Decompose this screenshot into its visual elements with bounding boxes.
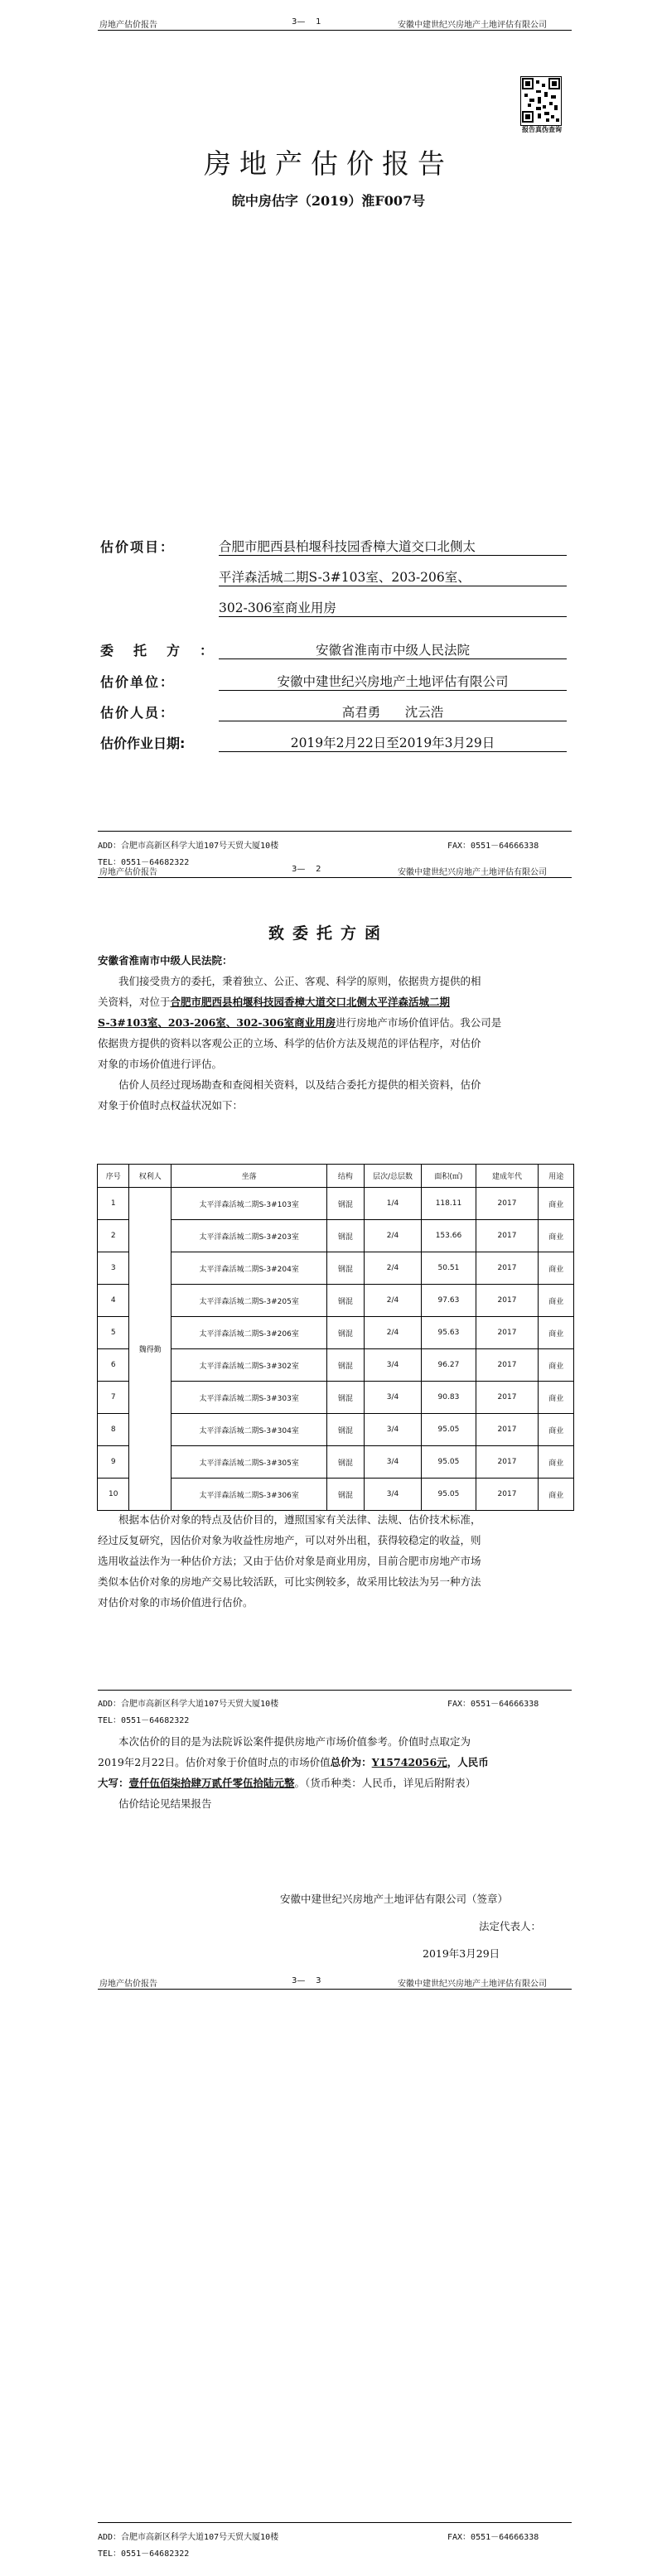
- cell-use: 商业: [539, 1446, 574, 1479]
- cell-no: 6: [98, 1349, 129, 1382]
- cell-location: 太平洋森活城二期S-3#304室: [171, 1414, 327, 1446]
- client-value: 安徽省淮南市中级人民法院: [219, 640, 567, 659]
- footer-rule: [98, 2522, 572, 2523]
- cell-location: 太平洋森活城二期S-3#306室: [171, 1479, 327, 1511]
- cell-floor: 3/4: [364, 1382, 422, 1414]
- cell-structure: 钢混: [327, 1188, 365, 1220]
- page-header-left: 房地产估价报告: [99, 1980, 157, 1989]
- page-number: 3— 1: [292, 17, 321, 27]
- verify-note: 报告真伪查询: [522, 126, 562, 133]
- property-table: [97, 1164, 574, 1511]
- cell-location: 太平洋森活城二期S-3#103室: [171, 1188, 327, 1220]
- cell-area: 95.05: [422, 1479, 476, 1511]
- cell-year: 2017: [476, 1446, 539, 1479]
- footer-rule: [98, 1690, 572, 1691]
- letter-paragraph-3: 根据本估价对象的特点及估价目的，遵照国家有关法律、法规、估价技术标准， 经过反复研究，因估价对象为收益性房地产，可以对外出租，获得较稳定的收益，则 选用收益法作为一种估价方法；又由于估价对象是商业用房，目前合肥市房地产市场 类似本估价对象的房地产交易比较活跃，可比实例较多，故采用比较法为另一种方法 对估价对象的市场价值进行估价。: [98, 1513, 481, 1609]
- cell-no: 8: [98, 1414, 129, 1446]
- cell-location: 太平洋森活城二期S-3#303室: [171, 1382, 327, 1414]
- table-row: [98, 1188, 574, 1220]
- cell-no: 4: [98, 1285, 129, 1317]
- footer-address: ADD：合肥市高新区科学大道107号天贸大厦10楼: [98, 2533, 279, 2542]
- table-header-row: [98, 1165, 574, 1188]
- cell-no: 2: [98, 1220, 129, 1252]
- sign-representative: 法定代表人：: [479, 1920, 542, 1932]
- project-line-2: 平洋森活城二期S-3#103室、203-206室、: [219, 567, 567, 586]
- cell-no: 3: [98, 1252, 129, 1285]
- cell-area: 90.83: [422, 1382, 476, 1414]
- cell-area: 50.51: [422, 1252, 476, 1285]
- work-date-value: 2019年2月22日至2019年3月29日: [219, 733, 567, 752]
- cell-use: 商业: [539, 1382, 574, 1414]
- cell-use: 商业: [539, 1285, 574, 1317]
- cell-no: 1: [98, 1188, 129, 1220]
- cell-location: 太平洋森活城二期S-3#203室: [171, 1220, 327, 1252]
- cell-year: 2017: [476, 1220, 539, 1252]
- cell-floor: 3/4: [364, 1349, 422, 1382]
- cell-year: 2017: [476, 1285, 539, 1317]
- col-area: 面积(㎡): [422, 1165, 476, 1188]
- sign-company: 安徽中建世纪兴房地产土地评估有限公司（签章）: [280, 1893, 509, 1905]
- cell-use: 商业: [539, 1188, 574, 1220]
- cell-area: 95.05: [422, 1414, 476, 1446]
- cell-year: 2017: [476, 1188, 539, 1220]
- cell-no: 10: [98, 1479, 129, 1511]
- footer-tel: TEL：0551－64682322: [98, 2549, 190, 2559]
- footer-tel: TEL：0551－64682322: [98, 1716, 190, 1725]
- cell-area: 95.63: [422, 1317, 476, 1349]
- page-header-left: 房地产估价报告: [99, 21, 157, 30]
- cell-location: 太平洋森活城二期S-3#205室: [171, 1285, 327, 1317]
- cell-area: 95.05: [422, 1446, 476, 1479]
- cell-year: 2017: [476, 1317, 539, 1349]
- page-header-right: 安徽中建世纪兴房地产土地评估有限公司: [398, 868, 547, 877]
- page-header-left: 房地产估价报告: [99, 868, 157, 877]
- cell-structure: 钢混: [327, 1446, 365, 1479]
- page-number: 3— 3: [292, 1976, 321, 1985]
- cell-location: 太平洋森活城二期S-3#305室: [171, 1446, 327, 1479]
- header-rule: [98, 1989, 572, 1990]
- project-label: 估价项目：: [100, 539, 176, 555]
- cell-year: 2017: [476, 1252, 539, 1285]
- cell-location: 太平洋森活城二期S-3#302室: [171, 1349, 327, 1382]
- cell-year: 2017: [476, 1479, 539, 1511]
- cell-floor: 1/4: [364, 1188, 422, 1220]
- cell-use: 商业: [539, 1317, 574, 1349]
- footer-address: ADD：合肥市高新区科学大道107号天贸大厦10楼: [98, 842, 279, 851]
- cell-floor: 2/4: [364, 1317, 422, 1349]
- cell-use: 商业: [539, 1479, 574, 1511]
- cell-use: 商业: [539, 1414, 574, 1446]
- cell-use: 商业: [539, 1252, 574, 1285]
- cell-year: 2017: [476, 1414, 539, 1446]
- report-title: 房地产估价报告: [204, 147, 453, 180]
- letter-paragraph-2: 估价人员经过现场勘查和查阅相关资料，以及结合委托方提供的相关资料，估价 对象于价值时点权益状况如下：: [98, 1078, 481, 1112]
- letter-addressee: 安徽省淮南市中级人民法院：: [98, 954, 233, 967]
- cell-area: 97.63: [422, 1285, 476, 1317]
- cell-floor: 3/4: [364, 1479, 422, 1511]
- page-header-right: 安徽中建世纪兴房地产土地评估有限公司: [398, 21, 547, 30]
- col-floor: 层次/总层数: [364, 1165, 422, 1188]
- cell-structure: 钢混: [327, 1317, 365, 1349]
- footer-fax: FAX：0551－64666338: [447, 842, 539, 851]
- cell-structure: 钢混: [327, 1382, 365, 1414]
- cell-location: 太平洋森活城二期S-3#204室: [171, 1252, 327, 1285]
- project-line-3: 302-306室商业用房: [219, 598, 567, 617]
- footer-fax: FAX：0551－64666338: [447, 1700, 539, 1709]
- cell-structure: 钢混: [327, 1414, 365, 1446]
- cell-location: 太平洋森活城二期S-3#206室: [171, 1317, 327, 1349]
- cell-floor: 2/4: [364, 1220, 422, 1252]
- header-rule: [98, 877, 572, 878]
- report-number: 皖中房估字（2019）淮F007号: [231, 193, 426, 209]
- col-owner: 权利人: [129, 1165, 171, 1188]
- cell-floor: 3/4: [364, 1446, 422, 1479]
- footer-tel: TEL：0551－64682322: [98, 858, 190, 867]
- cell-floor: 2/4: [364, 1285, 422, 1317]
- col-location: 坐落: [171, 1165, 327, 1188]
- letter-title: 致委托方函: [268, 924, 389, 943]
- cell-structure: 钢混: [327, 1479, 365, 1511]
- appraiser-unit-label: 估价单位：: [100, 674, 176, 690]
- letter-paragraph-1: 我们接受贵方的委托，秉着独立、公正、客观、科学的原则，依据贵方提供的相 关资料，对位于合肥市肥西县柏堰科技园香樟大道交口北侧太平洋森活城二期 S-3#103室、203-206室、302-306室商业用房进行房地产市场价值评估。我公司是 依据贵方提供的资料以客观公正的立场、科学的估价方法及规范的评估程序，对估价 对象的市场价值进行评估。: [98, 975, 502, 1070]
- cell-structure: 钢混: [327, 1252, 365, 1285]
- cell-owner: 魏得勤: [129, 1188, 171, 1511]
- appraisers-label: 估价人员：: [100, 705, 176, 721]
- col-year: 建成年代: [476, 1165, 539, 1188]
- cell-year: 2017: [476, 1349, 539, 1382]
- cell-area: 96.27: [422, 1349, 476, 1382]
- col-no: 序号: [98, 1165, 129, 1188]
- letter-paragraph-4: 本次估价的目的是为法院诉讼案件提供房地产市场价值参考。价值时点取定为 2019年2月22日。估价对象于价值时点的市场价值总价为：Y15742056元，人民币 大写：壹仟伍佰柒拾肆万贰仟零伍拾陆元整。（货币种类：人民币，详见后附附表） 估价结论见结果报告: [98, 1735, 489, 1810]
- cell-area: 153.66: [422, 1220, 476, 1252]
- page-number: 3— 2: [292, 865, 321, 874]
- footer-fax: FAX：0551－64666338: [447, 2533, 539, 2542]
- page-header-right: 安徽中建世纪兴房地产土地评估有限公司: [398, 1980, 547, 1989]
- col-structure: 结构: [327, 1165, 365, 1188]
- qr-code: [520, 76, 562, 126]
- cell-floor: 3/4: [364, 1414, 422, 1446]
- appraisers-value: 高君勇 沈云浩: [219, 702, 567, 721]
- cell-area: 118.11: [422, 1188, 476, 1220]
- cell-structure: 钢混: [327, 1349, 365, 1382]
- client-label: 委托方：: [100, 643, 234, 658]
- cell-structure: 钢混: [327, 1285, 365, 1317]
- cell-no: 5: [98, 1317, 129, 1349]
- footer-rule: [98, 831, 572, 832]
- cell-no: 9: [98, 1446, 129, 1479]
- cell-floor: 2/4: [364, 1252, 422, 1285]
- cell-structure: 钢混: [327, 1220, 365, 1252]
- project-line-1: 合肥市肥西县柏堰科技园香樟大道交口北侧太: [219, 537, 567, 556]
- cell-year: 2017: [476, 1382, 539, 1414]
- header-rule: [98, 30, 572, 31]
- work-date-label: 估价作业日期:: [100, 736, 186, 751]
- cell-use: 商业: [539, 1220, 574, 1252]
- footer-address: ADD：合肥市高新区科学大道107号天贸大厦10楼: [98, 1700, 279, 1709]
- col-use: 用途: [539, 1165, 574, 1188]
- cell-no: 7: [98, 1382, 129, 1414]
- sign-date: 2019年3月29日: [423, 1947, 500, 1960]
- appraiser-unit-value: 安徽中建世纪兴房地产土地评估有限公司: [219, 672, 567, 691]
- cell-use: 商业: [539, 1349, 574, 1382]
